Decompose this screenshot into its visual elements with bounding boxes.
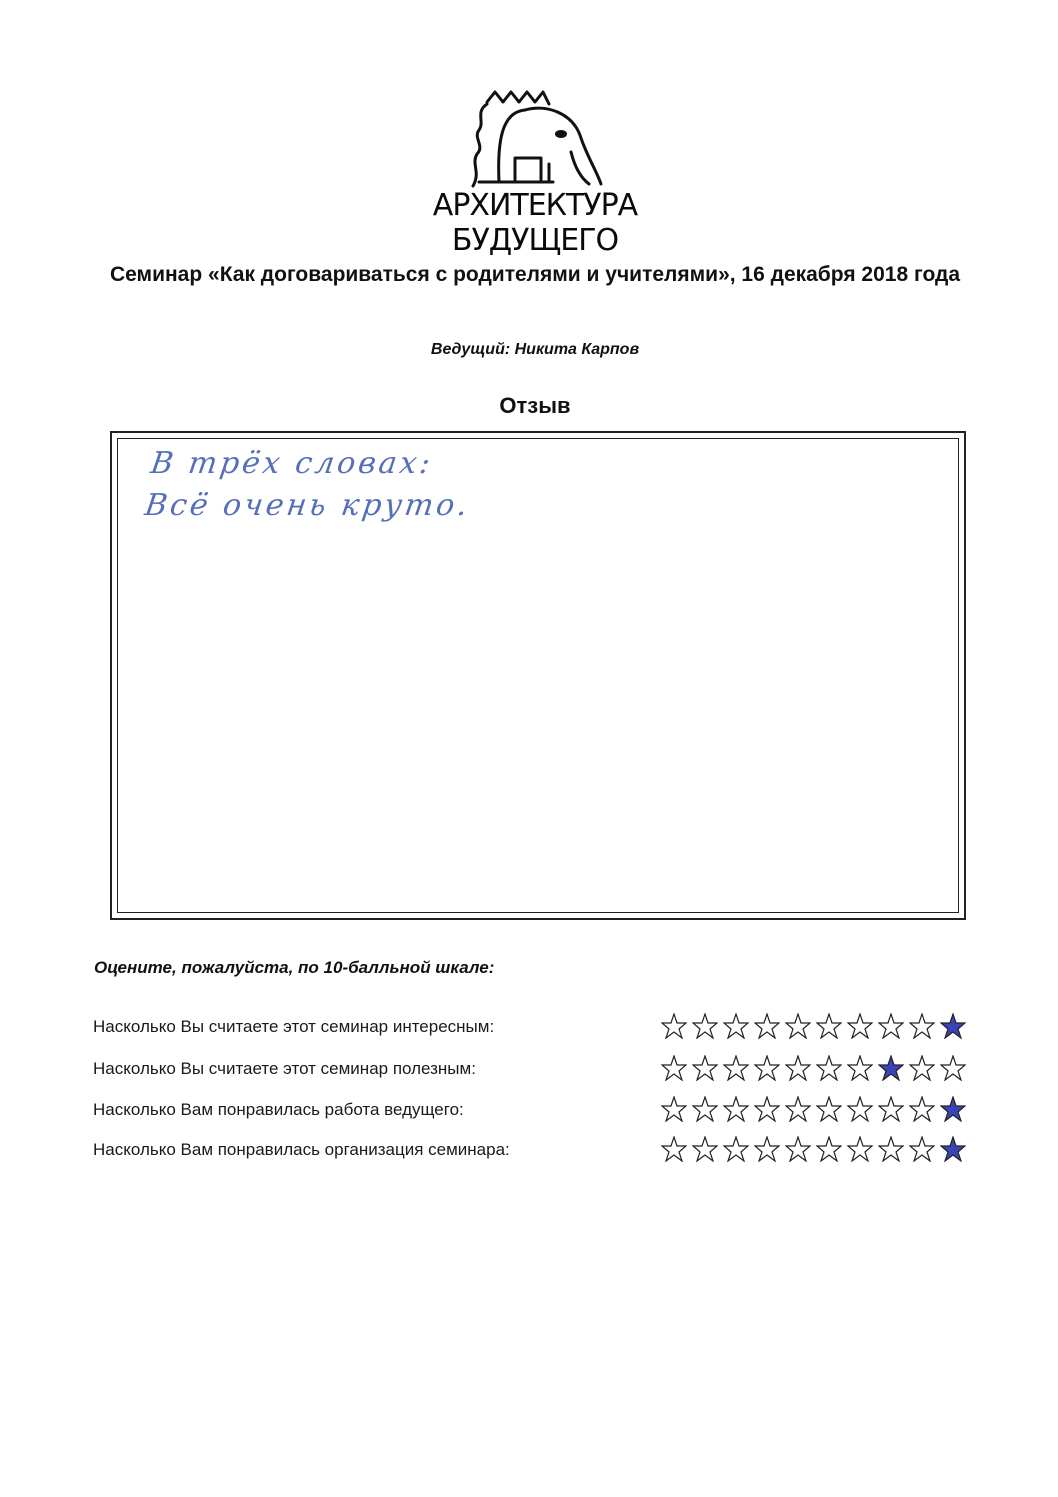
rating-label: Насколько Вам понравилась организация семинара: bbox=[93, 1140, 510, 1159]
rating-label: Насколько Вы считаете этот семинар интересным: bbox=[93, 1017, 495, 1036]
star-outline-icon[interactable] bbox=[909, 1055, 935, 1081]
rating-row-organization bbox=[93, 1136, 983, 1166]
review-heading: Отзыв bbox=[499, 393, 571, 418]
star-outline-icon[interactable] bbox=[785, 1055, 811, 1081]
page-title: Семинар «Как договариваться с родителями и учителями», 16 декабря 2018 года bbox=[109, 263, 961, 286]
handwritten-review bbox=[142, 443, 479, 527]
star-outline-icon[interactable] bbox=[723, 1013, 749, 1039]
star-outline-icon[interactable] bbox=[785, 1096, 811, 1122]
star-filled-icon[interactable] bbox=[940, 1013, 966, 1039]
elephant-icon bbox=[375, 82, 695, 192]
star-outline-icon[interactable] bbox=[816, 1055, 842, 1081]
rating-heading: Оцените, пожалуйста, по 10-балльной шкале: bbox=[94, 958, 495, 977]
handwritten-line: Всё очень круто. bbox=[142, 488, 473, 523]
star-outline-icon[interactable] bbox=[661, 1096, 687, 1122]
rating-row-interesting bbox=[93, 1013, 983, 1043]
star-outline-icon[interactable] bbox=[723, 1096, 749, 1122]
star-outline-icon[interactable] bbox=[785, 1136, 811, 1162]
star-outline-icon[interactable] bbox=[754, 1013, 780, 1039]
star-outline-icon[interactable] bbox=[909, 1013, 935, 1039]
star-rating bbox=[661, 1055, 971, 1081]
star-filled-icon[interactable] bbox=[940, 1096, 966, 1122]
star-outline-icon[interactable] bbox=[909, 1096, 935, 1122]
star-outline-icon[interactable] bbox=[847, 1055, 873, 1081]
star-rating bbox=[661, 1096, 971, 1122]
star-outline-icon[interactable] bbox=[692, 1013, 718, 1039]
star-outline-icon[interactable] bbox=[816, 1136, 842, 1162]
rating-label: Насколько Вы считаете этот семинар полезным: bbox=[93, 1059, 476, 1078]
star-outline-icon[interactable] bbox=[909, 1136, 935, 1162]
star-outline-icon[interactable] bbox=[847, 1136, 873, 1162]
host-name: Ведущий: Никита Карпов bbox=[430, 341, 640, 358]
star-outline-icon[interactable] bbox=[692, 1055, 718, 1081]
star-rating bbox=[661, 1013, 971, 1039]
star-outline-icon[interactable] bbox=[661, 1013, 687, 1039]
star-outline-icon[interactable] bbox=[661, 1055, 687, 1081]
rating-row-useful bbox=[93, 1055, 983, 1085]
star-outline-icon[interactable] bbox=[785, 1013, 811, 1039]
star-outline-icon[interactable] bbox=[754, 1136, 780, 1162]
star-rating bbox=[661, 1136, 971, 1162]
star-filled-icon[interactable] bbox=[878, 1055, 904, 1081]
review-box bbox=[110, 431, 966, 920]
star-outline-icon[interactable] bbox=[816, 1096, 842, 1122]
star-outline-icon[interactable] bbox=[878, 1013, 904, 1039]
star-outline-icon[interactable] bbox=[847, 1013, 873, 1039]
star-outline-icon[interactable] bbox=[754, 1055, 780, 1081]
star-outline-icon[interactable] bbox=[692, 1096, 718, 1122]
organization-logo bbox=[375, 82, 695, 258]
star-outline-icon[interactable] bbox=[878, 1096, 904, 1122]
star-outline-icon[interactable] bbox=[661, 1136, 687, 1162]
star-filled-icon[interactable] bbox=[940, 1136, 966, 1162]
star-outline-icon[interactable] bbox=[878, 1136, 904, 1162]
star-outline-icon[interactable] bbox=[692, 1136, 718, 1162]
star-outline-icon[interactable] bbox=[723, 1136, 749, 1162]
rating-label: Насколько Вам понравилась работа ведущего: bbox=[93, 1100, 464, 1119]
star-outline-icon[interactable] bbox=[847, 1096, 873, 1122]
star-outline-icon[interactable] bbox=[816, 1013, 842, 1039]
logo-text: АРХИТЕКТУРА БУДУЩЕГО bbox=[432, 188, 638, 258]
rating-row-host bbox=[93, 1096, 983, 1126]
star-outline-icon[interactable] bbox=[940, 1055, 966, 1081]
star-outline-icon[interactable] bbox=[723, 1055, 749, 1081]
star-outline-icon[interactable] bbox=[754, 1096, 780, 1122]
handwritten-line: В трёх словах: bbox=[148, 446, 436, 481]
